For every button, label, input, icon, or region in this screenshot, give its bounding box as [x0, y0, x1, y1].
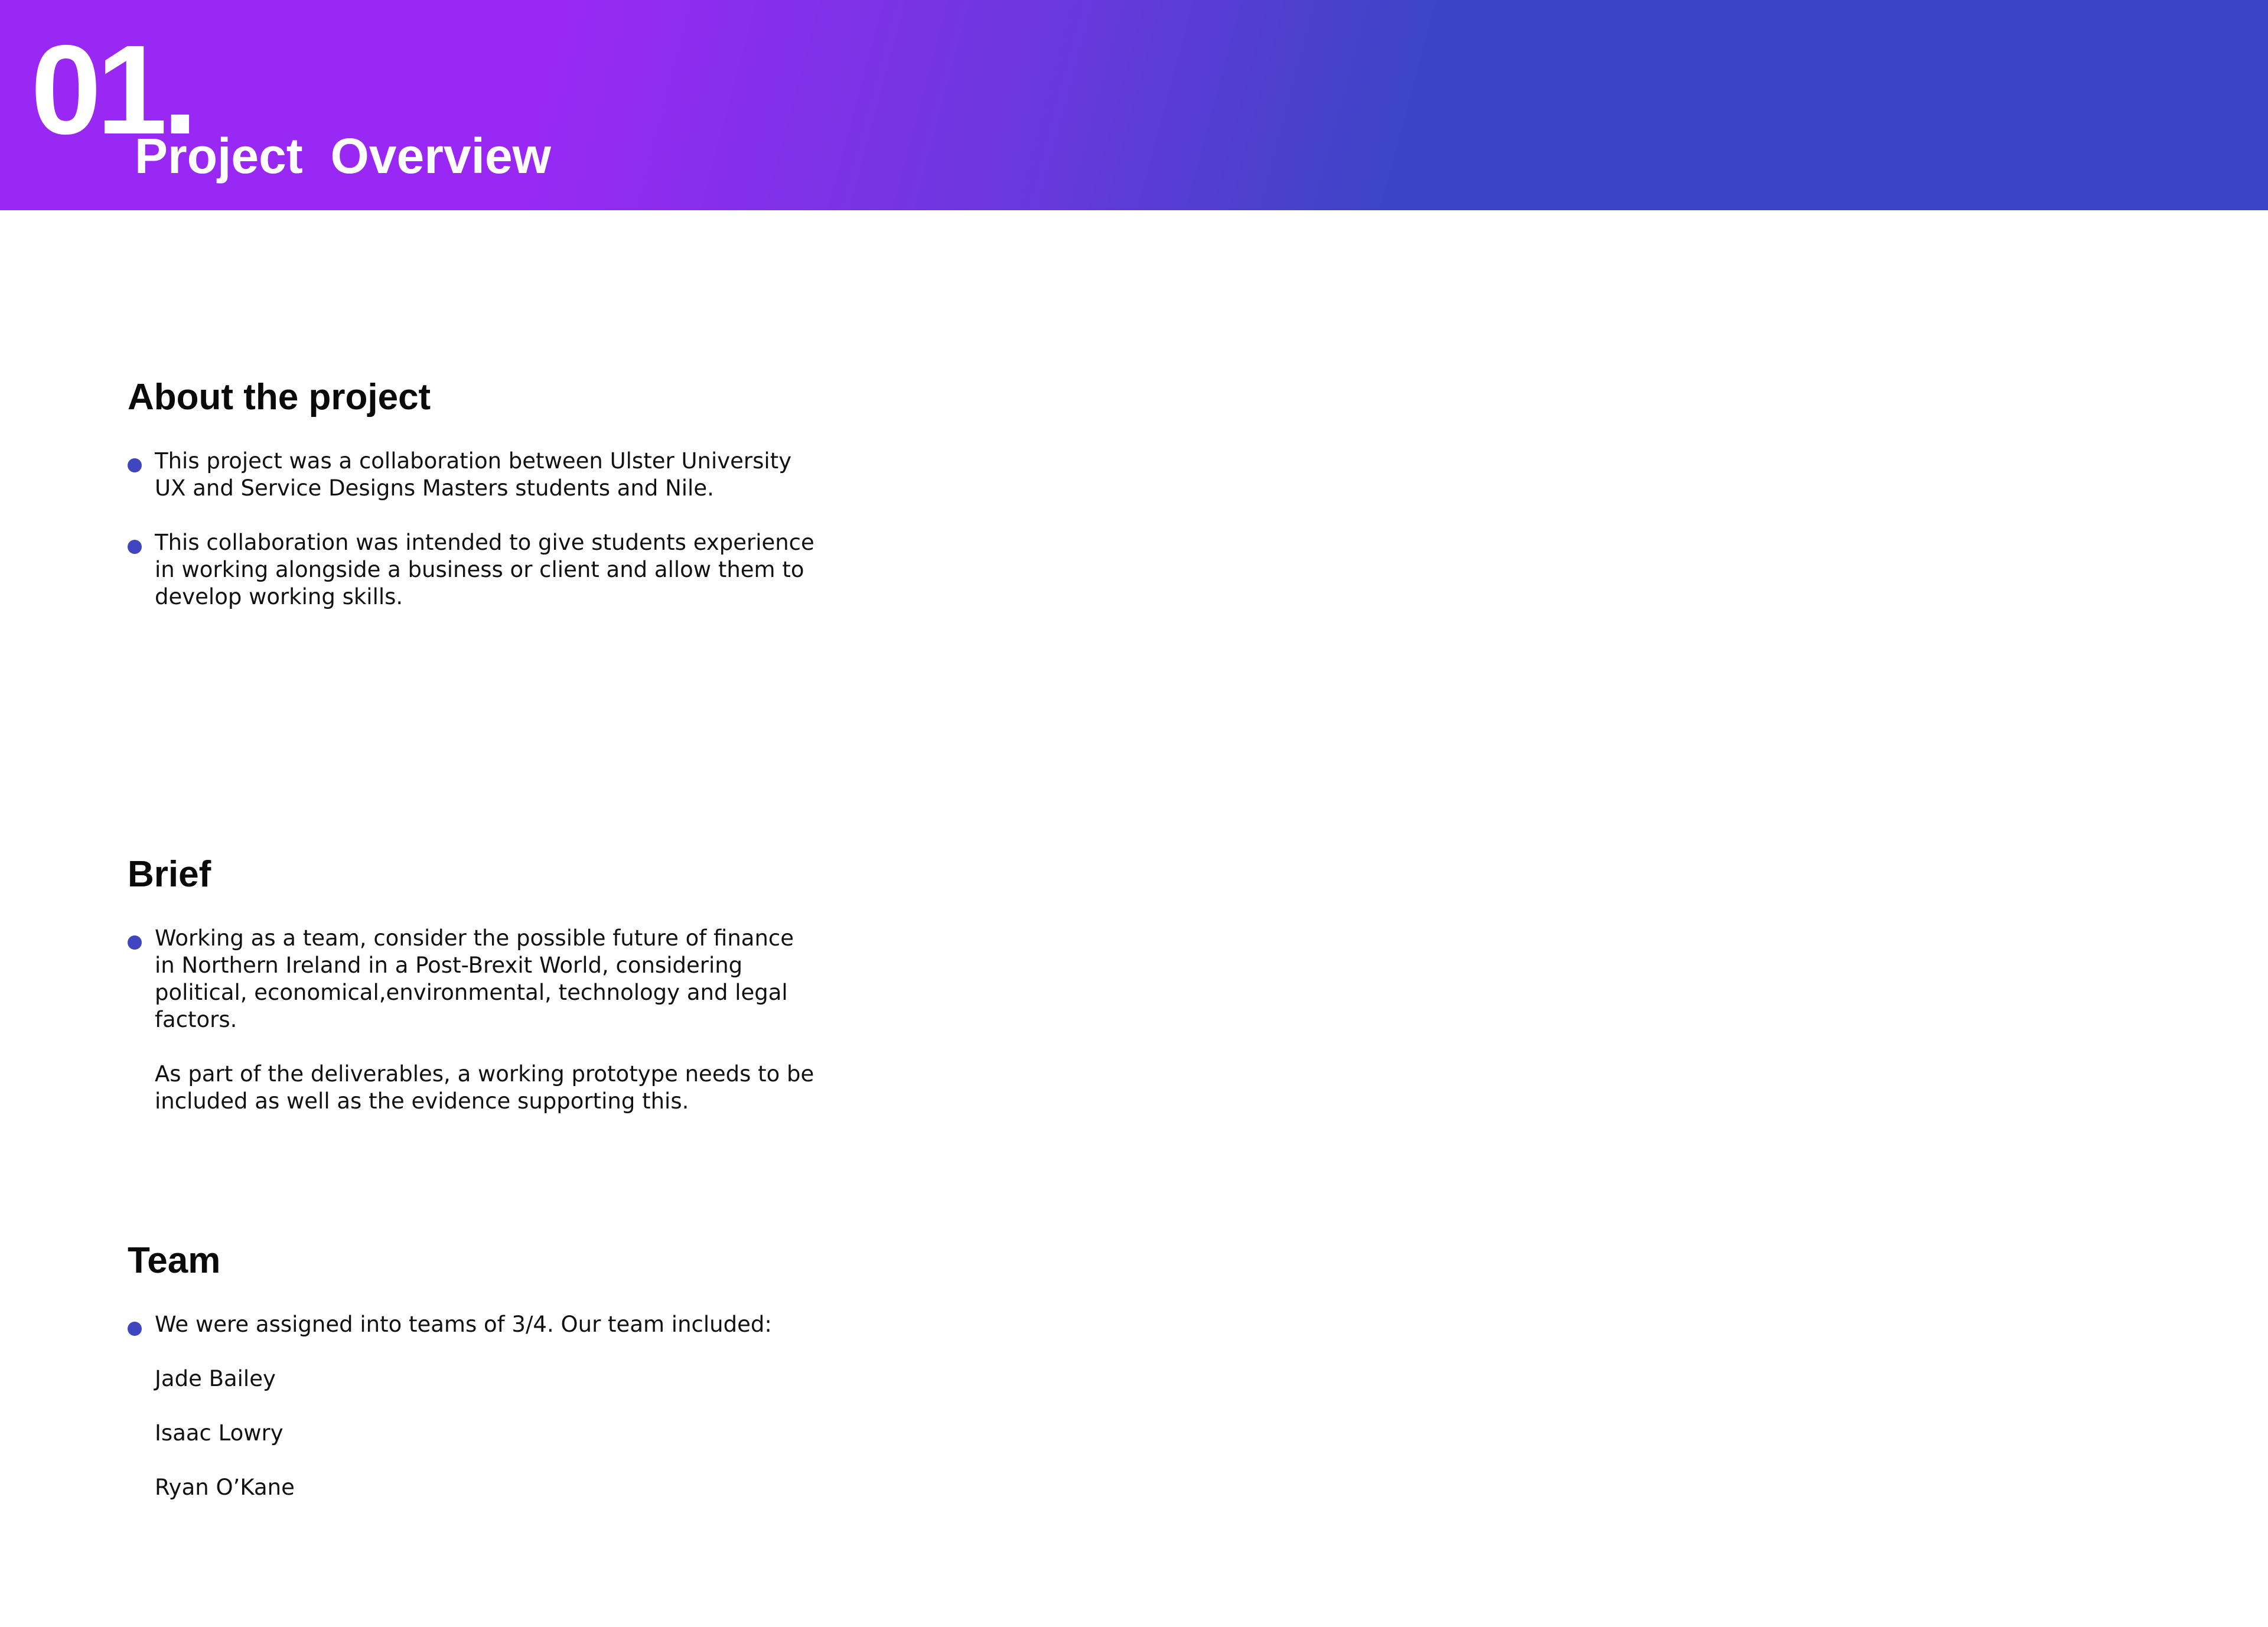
about-list	[128, 448, 895, 611]
team-member-name: Jade Bailey	[155, 1366, 276, 1392]
section-title: Project Overview	[135, 128, 552, 184]
list-item	[128, 448, 895, 502]
team-intro: We were assigned into teams of 3/4. Our team included:	[155, 1312, 772, 1338]
team-member	[128, 1365, 895, 1393]
about-section	[128, 376, 895, 611]
list-item	[128, 925, 895, 1033]
brief-heading: Brief	[128, 854, 211, 895]
bullet-dot-icon	[128, 1322, 142, 1336]
team-member-name: Ryan O’Kane	[155, 1475, 295, 1501]
list-item	[128, 1061, 895, 1115]
team-list	[128, 1311, 895, 1501]
bullet-dot-icon	[128, 458, 142, 472]
section-number: 01.	[31, 18, 193, 161]
team-member-name: Isaac Lowry	[155, 1420, 284, 1446]
bullet-dot-icon	[128, 935, 142, 950]
team-member	[128, 1474, 895, 1501]
brief-list	[128, 925, 895, 1115]
team-member	[128, 1420, 895, 1447]
list-item	[128, 1311, 895, 1338]
brief-paragraph: As part of the deliverables, a working prototype needs to be included as well as the evidence supporting this.	[155, 1061, 814, 1114]
about-heading: About the project	[128, 377, 431, 418]
brief-paragraph: Working as a team, consider the possible future of finance in Northern Ireland in a Post-Brexit World, considering political, economical,environmental, technology and legal factors.	[155, 925, 794, 1033]
list-item-text: This project was a collaboration between Ulster University UX and Service Designs Masters students and Nile.	[155, 448, 792, 501]
list-item-text: This collaboration was intended to give students experience in working alongside a business or client and allow them to develop working skills.	[155, 530, 814, 610]
bullet-dot-icon	[128, 540, 142, 554]
team-heading: Team	[128, 1240, 221, 1281]
brief-section	[128, 853, 895, 1115]
team-section	[128, 1239, 895, 1501]
header-banner	[0, 0, 2268, 210]
list-item	[128, 529, 895, 611]
